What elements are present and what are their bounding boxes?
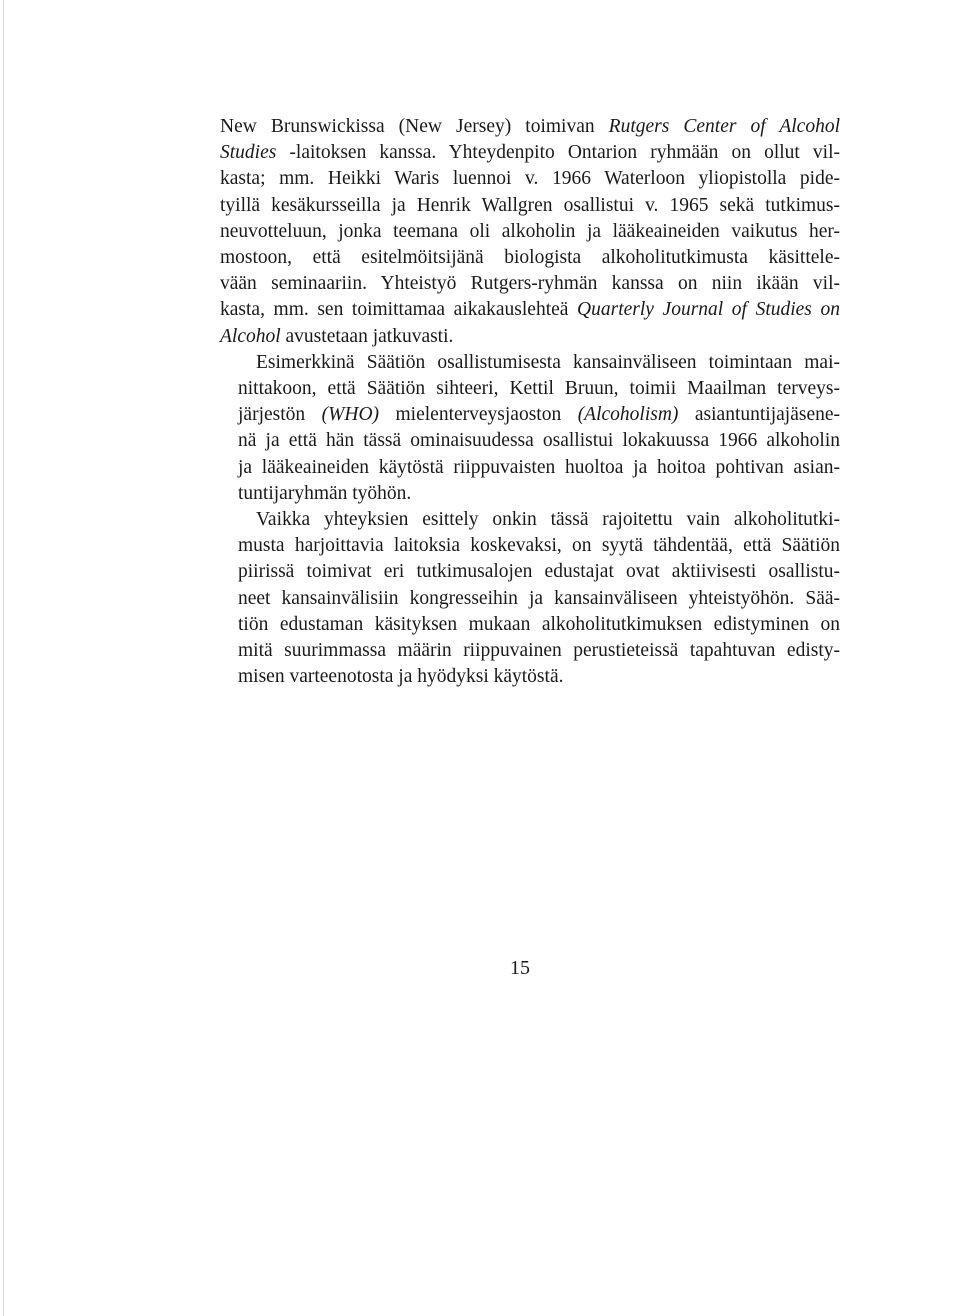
text-segment: -laitoksen kanssa. Yhteydenpito Ontarion ryhmään on ollut vil-: [276, 142, 840, 164]
text-line: [220, 612, 840, 638]
text-line: [220, 376, 840, 402]
text-line: [220, 245, 840, 271]
text-line: [220, 481, 840, 507]
text-line: [220, 166, 840, 192]
text-line: [220, 324, 840, 350]
text-line: [220, 193, 840, 219]
text-segment: kasta; mm. Heikki Waris luennoi v. 1966 Waterloon yliopistolla pide-: [220, 168, 840, 190]
text-segment: New Brunswickissa (New Jersey) toimivan: [220, 116, 609, 137]
page-number: 15: [510, 957, 530, 979]
body-text: [220, 114, 840, 690]
text-line: [220, 638, 840, 664]
italic-text: (Alcoholism): [577, 404, 679, 426]
text-segment: järjestön: [238, 404, 322, 426]
text-segment: Vaikka yhteyksien esittely onkin tässä rajoitettu vain alkoholitutki-: [256, 509, 840, 531]
italic-text: (WHO): [321, 404, 380, 426]
text-segment: nä ja että hän tässä ominaisuudessa osallistui lokakuussa 1966 alkoholin: [238, 430, 840, 452]
text-line: [220, 455, 840, 481]
paragraph-2: [220, 350, 840, 507]
text-line: [220, 507, 840, 533]
text-segment: tuntijaryhmän työhön.: [238, 482, 412, 504]
text-line: [220, 350, 840, 376]
text-segment: musta harjoittavia laitoksia koskevaksi, on syytä tähdentää, että Säätiön: [238, 535, 840, 557]
paragraph-1: [220, 114, 840, 350]
text-segment: avustetaan jatkuvasti.: [280, 325, 454, 347]
text-line: [220, 114, 840, 140]
italic-text: Studies: [220, 142, 277, 164]
text-segment: tyillä kesäkursseilla ja Henrik Wallgren osallistui v. 1965 sekä tutkimus-: [220, 194, 840, 216]
text-segment: mielenterveysjaoston: [379, 404, 578, 426]
text-segment: mitä suurimmassa määrin riippuvainen perustieteissä tapahtuvan edisty-: [238, 640, 840, 662]
text-segment: asiantuntijajäsene-: [678, 404, 841, 426]
text-line: [220, 297, 840, 323]
italic-text: Quarterly Journal of Studies on: [577, 299, 840, 321]
text-segment: vään seminaariin. Yhteistyö Rutgers-ryhmän kanssa on niin ikään vil-: [220, 273, 840, 295]
text-segment: piirissä toimivat eri tutkimusalojen edustajat ovat aktiivisesti osallistu-: [238, 561, 840, 583]
text-line: [220, 428, 840, 454]
text-segment: Esimerkkinä Säätiön osallistumisesta kansainväliseen toimintaan mai-: [256, 351, 840, 373]
text-segment: neet kansainvälisiin kongresseihin ja kansainväliseen yhteistyöhön. Sää-: [238, 587, 840, 609]
italic-text: Alcohol: [220, 325, 281, 347]
text-segment: mostoon, että esitelmöitsijänä biologista alkoholitutkimusta käsittele-: [220, 247, 840, 269]
scan-edge-line: [3, 0, 4, 1316]
text-segment: kasta, mm. sen toimittamaa aikakauslehteä: [220, 299, 578, 321]
text-line: [220, 664, 840, 690]
paragraph-3: [220, 507, 840, 690]
text-segment: ja lääkeaineiden käytöstä riippuvaisten huoltoa ja hoitoa pohtivan asian-: [238, 456, 840, 478]
text-line: [220, 533, 840, 559]
text-line: [220, 219, 840, 245]
text-line: [220, 559, 840, 585]
text-segment: tiön edustaman käsityksen mukaan alkoholitutkimuksen edistyminen on: [238, 613, 840, 635]
text-line: [220, 140, 840, 166]
text-line: [220, 586, 840, 612]
text-line: [220, 271, 840, 297]
text-segment: neuvotteluun, jonka teemana oli alkoholin ja lääkeaineiden vaikutus her-: [220, 220, 840, 242]
italic-text: Rutgers Center of Alcohol: [608, 116, 840, 137]
text-segment: nittakoon, että Säätiön sihteeri, Kettil Bruun, toimii Maailman terveys-: [238, 378, 840, 400]
text-segment: misen varteenotosta ja hyödyksi käytöstä.: [238, 666, 564, 688]
text-line: [220, 402, 840, 428]
